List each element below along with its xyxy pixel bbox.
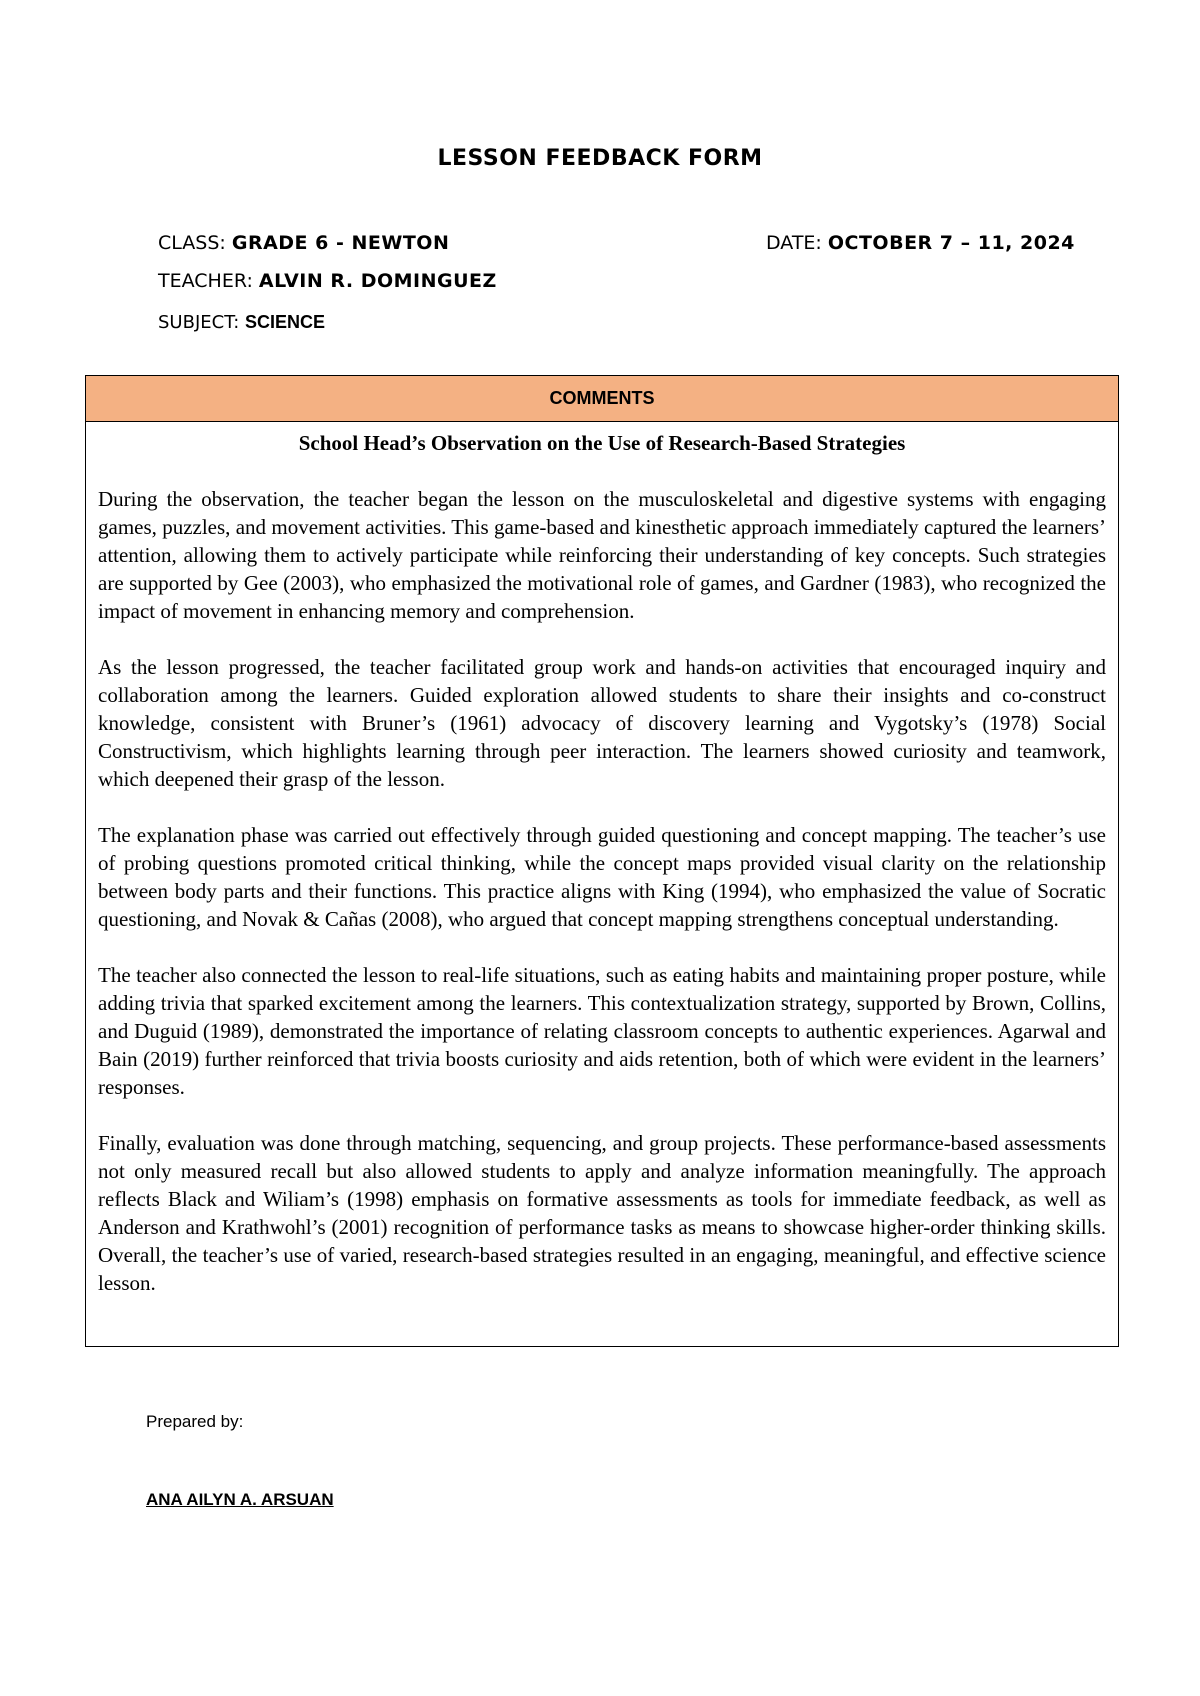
preparer-name: ANA AILYN A. ARSUAN	[146, 1490, 334, 1509]
observation-paragraph: The teacher also connected the lesson to real-life situations, such as eating habits and maintaining proper posture, while adding trivia that sparked excitement among the learners. This contextualization strategy, supported by Brown, Collins, and Duguid (1989), demonstrated the importance of relating classroom concepts to authentic experiences. Agarwal and Bain (2019) further reinforced that trivia boosts curiosity and aids retention, both of which were evident in the learners’ responses.	[98, 963, 1106, 1099]
comments-table	[85, 375, 1119, 1347]
class-field	[158, 232, 449, 254]
date-value: OCTOBER 7 – 11, 2024	[827, 232, 1075, 254]
comments-header: COMMENTS	[86, 376, 1118, 422]
subject-value: SCIENCE	[245, 312, 326, 332]
teacher-field	[158, 270, 497, 292]
comments-body	[86, 429, 1118, 1297]
teacher-value: ALVIN R. DOMINGUEZ	[258, 270, 497, 292]
date-label: DATE:	[766, 232, 828, 254]
observation-paragraph: As the lesson progressed, the teacher facilitated group work and hands-on activities that encouraged inquiry and collaboration among the learners. Guided exploration allowed students to share their insights and co-construct knowledge, consistent with Bruner’s (1961) advocacy of discovery learning and Vygotsky’s (1978) Social Constructivism, which highlights learning through peer interaction. The learners showed curiosity and teamwork, which deepened their grasp of the lesson.	[98, 655, 1106, 791]
prepared-by-label: Prepared by:	[146, 1412, 244, 1431]
observation-paragraph: Finally, evaluation was done through matching, sequencing, and group projects. These performance-based assessments not only measured recall but also allowed students to apply and analyze information meaningfully. The approach reflects Black and Wiliam’s (1998) emphasis on formative assessments as tools for immediate feedback, as well as Anderson and Krathwohl’s (2001) recognition of performance tasks as means to showcase higher-order thinking skills. Overall, the teacher’s use of varied, research-based strategies resulted in an engaging, meaningful, and effective science lesson.	[98, 1131, 1106, 1295]
class-label: CLASS:	[158, 232, 232, 254]
teacher-label: TEACHER:	[158, 270, 259, 292]
observation-paragraph: The explanation phase was carried out effectively through guided questioning and concept mapping. The teacher’s use of probing questions promoted critical thinking, while the concept maps provided visual clarity on the relationship between body parts and their functions. This practice aligns with King (1994), who emphasized the value of Socratic questioning, and Novak & Cañas (2008), who argued that concept mapping strengthens conceptual understanding.	[98, 823, 1106, 931]
subject-label: SUBJECT:	[158, 312, 246, 333]
class-value: GRADE 6 - NEWTON	[231, 232, 450, 254]
subject-field	[158, 312, 325, 333]
observation-heading: School Head’s Observation on the Use of Research-Based Strategies	[298, 431, 906, 455]
observation-paragraph: During the observation, the teacher began the lesson on the musculoskeletal and digestive systems with engaging games, puzzles, and movement activities. This game-based and kinesthetic approach immediately captured the learners’ attention, allowing them to actively participate while reinforcing their understanding of key concepts. Such strategies are supported by Gee (2003), who emphasized the motivational role of games, and Gardner (1983), who recognized the impact of movement in enhancing memory and comprehension.	[98, 487, 1106, 623]
date-field	[766, 232, 1075, 254]
form-title: LESSON FEEDBACK FORM	[437, 146, 763, 171]
